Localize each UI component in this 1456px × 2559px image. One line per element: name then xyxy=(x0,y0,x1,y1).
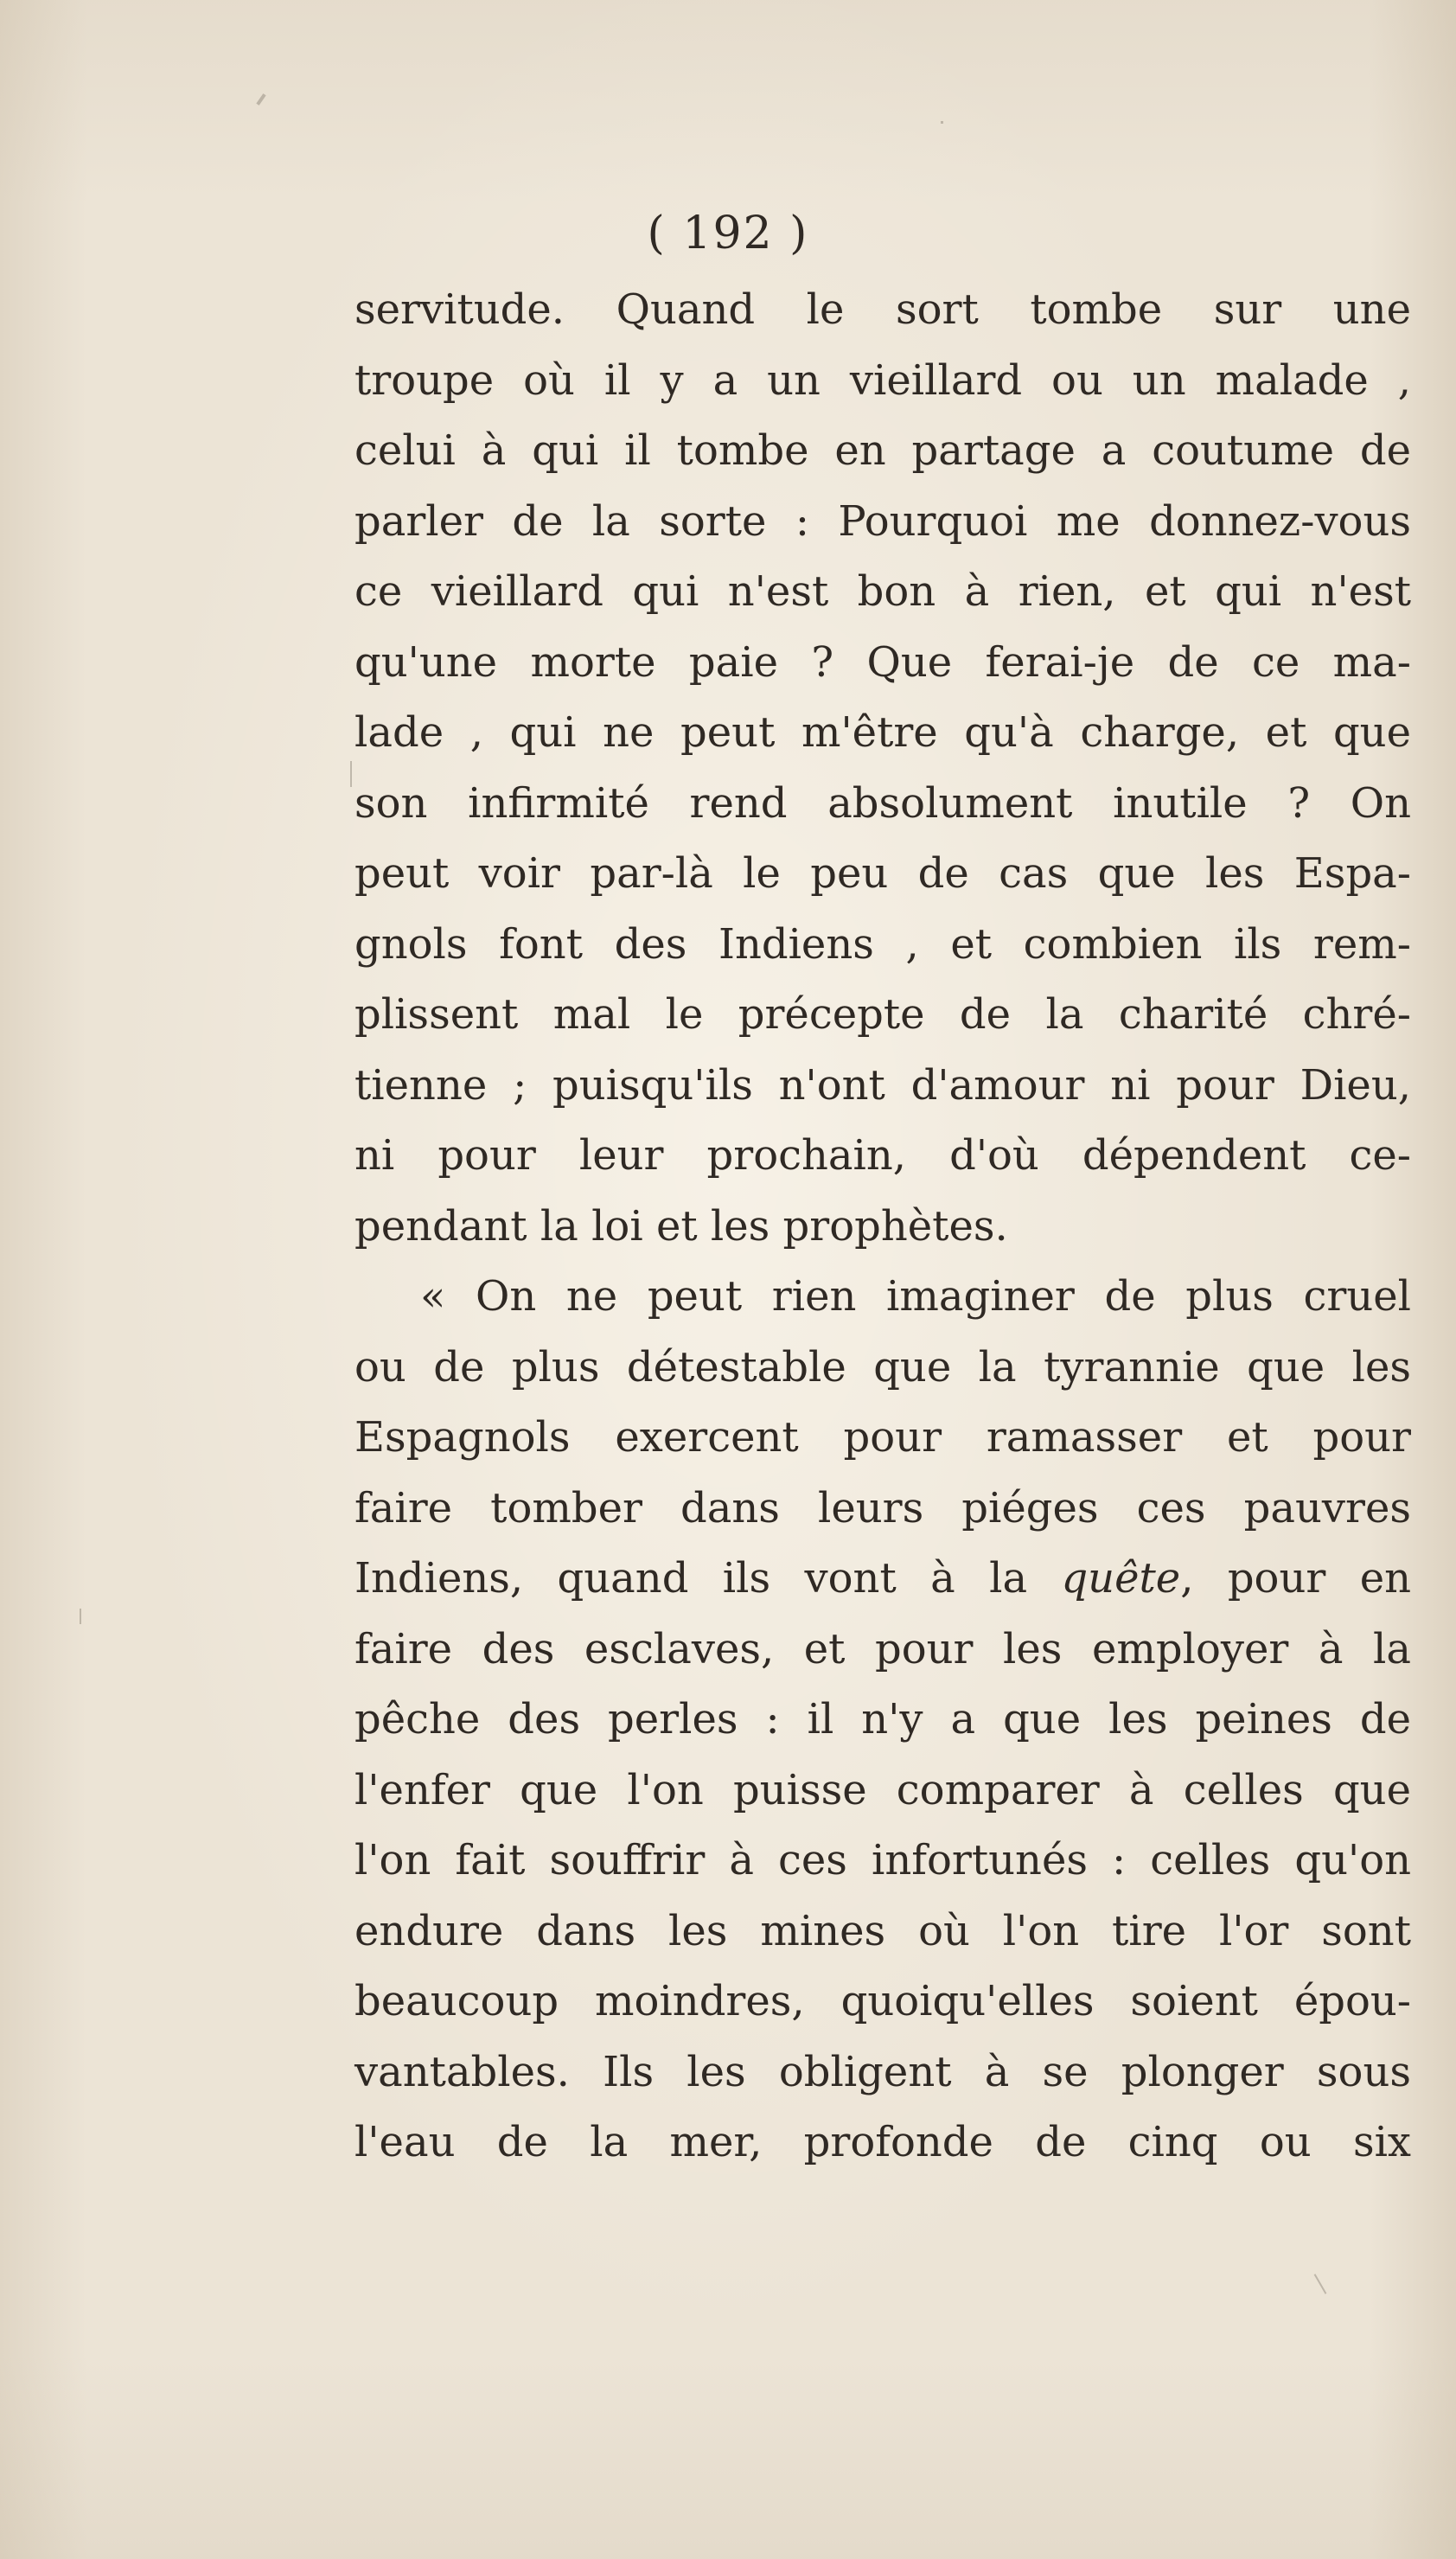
italic-word: quête xyxy=(1061,1554,1181,1603)
text-segment: Indiens, quand ils vont à la xyxy=(354,1554,1062,1603)
text-line: qu'une morte paie ? Que ferai-je de ce ma- xyxy=(354,637,1411,687)
text-line: celui à qui il tombe en partage a coutume de xyxy=(354,426,1411,475)
paper-speck xyxy=(256,93,265,106)
paper-speck xyxy=(350,761,352,787)
text-line: troupe où il y a un vieillard ou un malade , xyxy=(354,355,1411,405)
text-line: peut voir par-là le peu de cas que les Espa- xyxy=(354,849,1411,898)
text-line-paragraph-start: « On ne peut rien imaginer de plus cruel xyxy=(420,1272,1411,1321)
text-line: ou de plus détestable que la tyrannie que les xyxy=(354,1342,1411,1391)
text-line: endure dans les mines où l'on tire l'or sont xyxy=(354,1906,1411,1955)
text-segment: , pour en xyxy=(1180,1554,1412,1603)
body-text xyxy=(354,275,1411,2178)
page-number: ( 192 ) xyxy=(647,208,809,259)
text-line-with-italic xyxy=(354,1544,1411,1615)
text-line: faire tomber dans leurs piéges ces pauvres xyxy=(354,1483,1411,1532)
paper-speck xyxy=(80,1609,81,1624)
text-line: l'eau de la mer, profonde de cinq ou six xyxy=(354,2118,1411,2166)
text-line: Espagnols exercent pour ramasser et pour xyxy=(354,1413,1411,1462)
text-line: son infirmité rend absolument inutile ? On xyxy=(354,778,1411,828)
text-line: faire des esclaves, et pour les employer à la xyxy=(354,1624,1411,1673)
text-line: servitude. Quand le sort tombe sur une xyxy=(354,285,1411,334)
paper-speck xyxy=(941,121,943,124)
text-line: vantables. Ils les obligent à se plonger sous xyxy=(354,2047,1411,2096)
paper-speck xyxy=(1314,2274,1327,2294)
text-line: plissent mal le précepte de la charité chré- xyxy=(354,990,1411,1039)
text-line: pêche des perles : il n'y a que les peines de xyxy=(354,1695,1411,1743)
text-line: ni pour leur prochain, d'où dépendent ce- xyxy=(354,1131,1411,1180)
text-line: gnols font des Indiens , et combien ils rem- xyxy=(354,919,1411,969)
text-line: tienne ; puisqu'ils n'ont d'amour ni pour Dieu, xyxy=(354,1060,1411,1110)
text-line: lade , qui ne peut m'être qu'à charge, et que xyxy=(354,708,1411,757)
text-line: ce vieillard qui n'est bon à rien, et qui n'est xyxy=(354,567,1411,616)
text-line: l'on fait souffrir à ces infortunés : celles qu'on xyxy=(354,1836,1411,1884)
text-line: parler de la sorte : Pourquoi me donnez-vous xyxy=(354,496,1411,546)
text-line: l'enfer que l'on puisse comparer à celles que xyxy=(354,1765,1411,1814)
text-line: beaucoup moindres, quoiqu'elles soient épou- xyxy=(354,1977,1411,2025)
text-line-paragraph-end: pendant la loi et les prophètes. xyxy=(354,1201,1008,1251)
